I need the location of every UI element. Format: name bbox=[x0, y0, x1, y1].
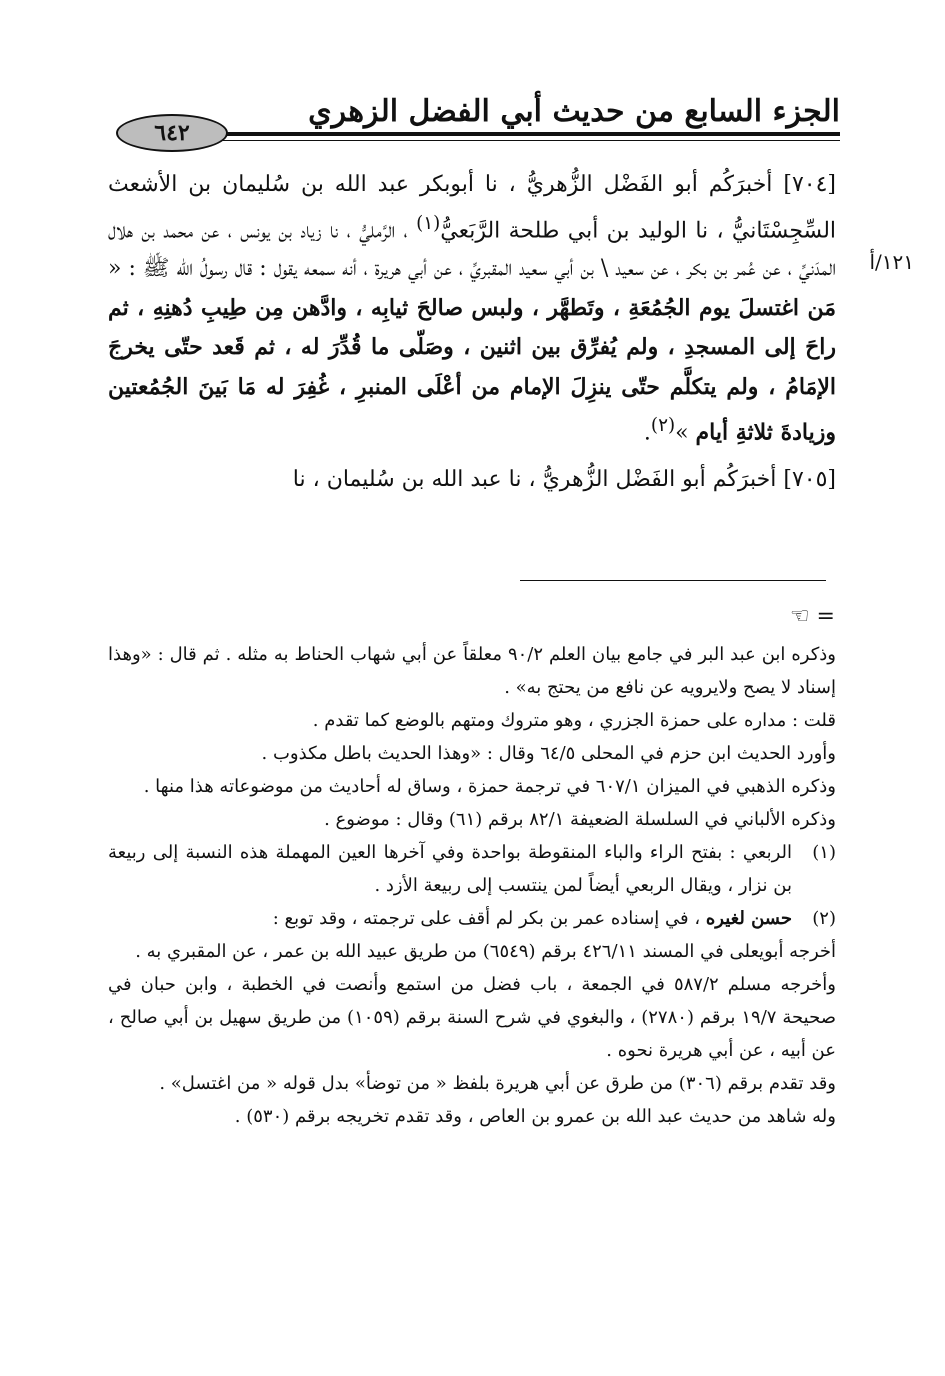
footnote-1-number: (١) bbox=[812, 842, 836, 863]
hadith-704 bbox=[108, 166, 836, 453]
footnote-separator bbox=[520, 580, 826, 581]
continued-note-line-3: وأورد الحديث ابن حزم في المحلى ٦٤/٥ وقال : «وهذا الحديث باطل مكذوب . bbox=[261, 743, 836, 764]
continued-note-line-5: وذكره الألباني في السلسلة الضعيفة ٨٢/١ برقم (٦١) وقال : موضوع . bbox=[324, 809, 836, 830]
hadith-705: [٧٠٥] أخبرَكُم أبو الفَضْل الزُّهريُّ ، نا عبد الله بن سُليمان ، نا bbox=[292, 467, 836, 493]
continued-note-line-4: وذكره الذهبي في الميزان ٦٠٧/١ في ترجمة حمزة ، وساق له أحاديث من موضوعاته هذا منها . bbox=[143, 776, 836, 797]
footnote-1-text: الربعي : بفتح الراء والباء المنقوطة بواحدة وفي آخرها العين المهملة هذه النسبة إلى ربيعة بن نزار ، ويقال الربعي أيضاً لمن ينتسب إلى ربيعة الأزد . bbox=[108, 842, 792, 896]
hadith-704-matn: مَن اغتسلَ يوم الجُمُعَةِ ، وتَطهَّر ، ولبس صالحَ ثيابِه ، وادَّهن مِن طِيبِ دُهنِهِ ، ثم راحَ إلى المسجدِ ، ولم يُفرِّق بين اثنين ، وصَلّى ما قُدِّرَ له ، ثم قَعد حتّى يخرجَ الإمَامُ ، ولم يتكلَّم حتّى ينزِلَ الإمام من أعْلَى المنبرِ ، غُفِرَ له مَا بَينَ الجُمُعتين وزيادةَ ثلاثةِ أيام bbox=[108, 294, 836, 446]
continued-note-line-1: وذكره ابن عبد البر في جامع بيان العلم ٩٠/٢ معلقاً عن أبي شهاب الحناط به مثله . ثم قال : «وهذا إسناد لا يصح ولايرويه عن نافع من يحتج به» . bbox=[108, 644, 836, 698]
footnotes bbox=[108, 638, 836, 1133]
hadith-704-close: » bbox=[675, 420, 696, 446]
footnote-2 bbox=[108, 902, 836, 935]
header-rule bbox=[222, 132, 840, 136]
page-number-badge: ٦٤٢ bbox=[116, 114, 228, 152]
manuscript-folio-ref: ١٢١/أ bbox=[869, 250, 914, 274]
footnote-continuation-mark: = ☜ bbox=[789, 604, 835, 629]
footnote-1 bbox=[108, 836, 836, 902]
running-title: الجزء السابع من حديث أبي الفضل الزهري bbox=[308, 94, 840, 129]
footnote-2-number: (٢) bbox=[812, 908, 836, 929]
footnote-2-para-2: أخرجه أبويعلى في المسند ٤٢٦/١١ برقم (٦٥٤٩) من طريق عبيد الله بن عمر ، عن المقبري به . bbox=[135, 941, 836, 962]
main-text bbox=[108, 166, 836, 500]
header-rule-thin bbox=[222, 140, 840, 141]
hadith-704-isnad: [٧٠٤] أخبرَكُم أبو الفَضْل الزُّهريُّ ، نا أبوبكر عبد الله بن سُليمان بن الأشعث السِّجِسْتَانيُّ ، نا الوليد بن أبي طلحة الرَّبَعيُّ bbox=[108, 172, 837, 243]
hadith-704-dot: . bbox=[643, 420, 651, 446]
footnote-2-grade: حسن لغيره bbox=[705, 908, 792, 929]
running-header bbox=[110, 92, 840, 154]
hadith-704-isnad-rest: ، الرَّمليُّ ، نا زياد بن يونس ، عن محمد بن هلال المدَنيِّ ، عن عُمر بن بكر ، عن سعيد \ بن أبي سعيد المقبريِّ ، عن أبي هريرة ، أنه سمعه يقول : قال رسولُ الله ﷺ : « bbox=[108, 217, 836, 282]
footnote-2-text: ، في إسناده عمر بن بكر لم أقف على ترجمته ، وقد توبع : bbox=[272, 908, 706, 929]
footnote-2-para-4: وقد تقدم برقم (٣٠٦) من طرق عن أبي هريرة بلفظ « من توضأ» بدل قوله « من اغتسل» . bbox=[159, 1073, 836, 1094]
footnote-2-para-5: وله شاهد من حديث عبد الله بن عمرو بن العاص ، وقد تقدم تخريجه برقم (٥٣٠) . bbox=[234, 1106, 836, 1127]
footnote-ref-1[interactable]: (١) bbox=[416, 212, 441, 234]
continued-note-line-2: قلت : مداره على حمزة الجزري ، وهو متروك ومتهم بالوضع كما تقدم . bbox=[312, 710, 836, 731]
footnote-ref-2[interactable]: (٢) bbox=[650, 415, 676, 437]
footnote-2-para-3: وأخرجه مسلم ٥٨٧/٢ في الجمعة ، باب فضل من استمع وأنصت في الخطبة ، وابن حبان في صحيحة ١٩/٧ برقم (٢٧٨٠) ، والبغوي في شرح السنة برقم (١٠٥٩) من طريق سهيل بن أبي صالح ، عن أبيه ، عن أبي هريرة نحوه . bbox=[108, 974, 836, 1061]
